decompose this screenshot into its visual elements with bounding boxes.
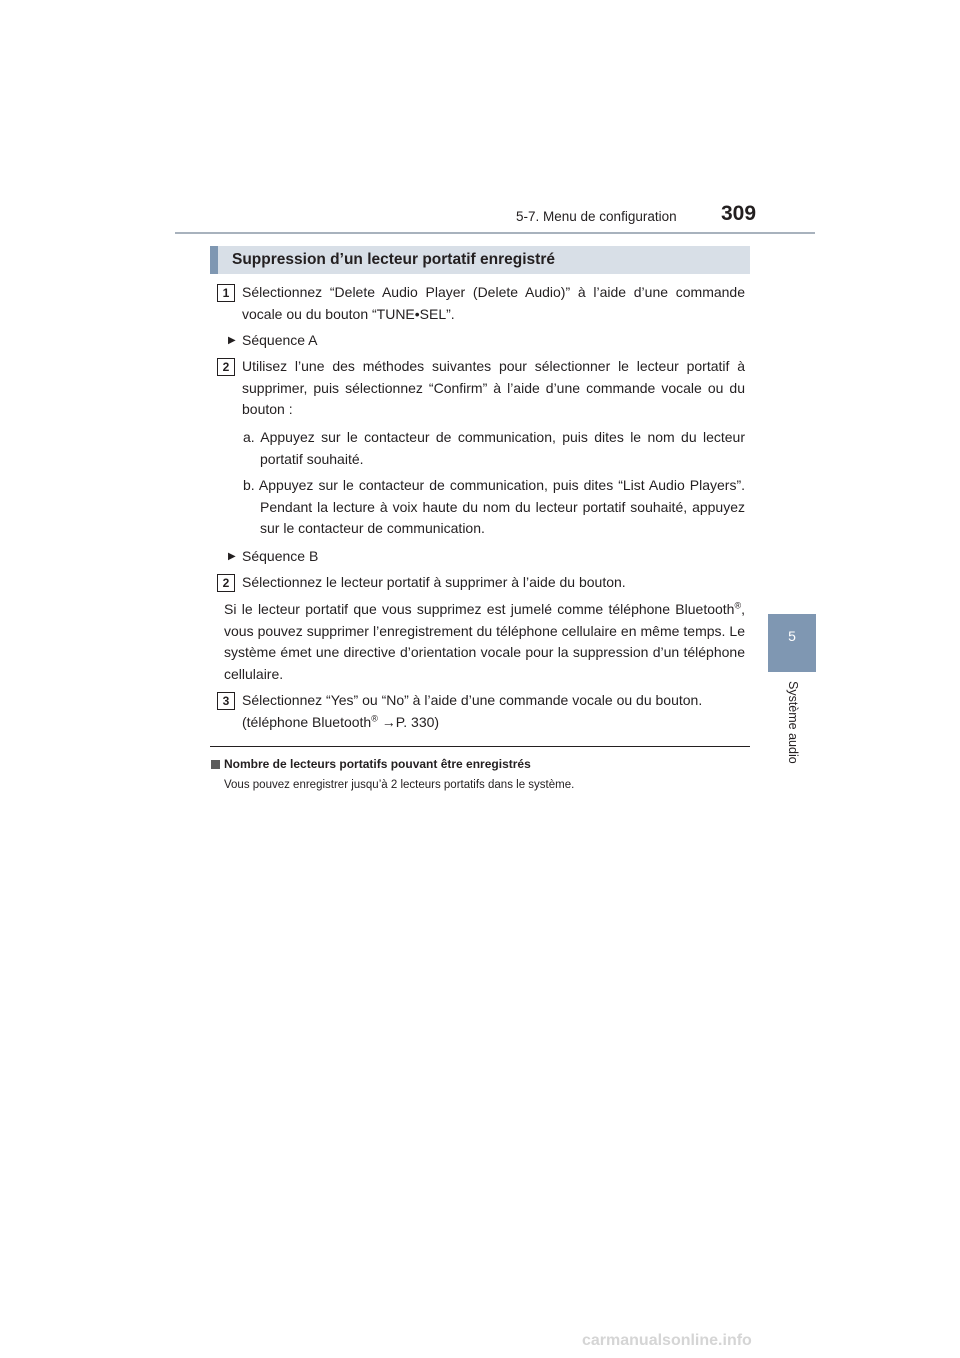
step-text: Sélectionnez “Yes” ou “No” à l’aide d’une commande vocale ou du bouton. bbox=[242, 692, 703, 708]
step-badge: 3 bbox=[217, 692, 235, 710]
chapter-number: 5 bbox=[788, 628, 796, 644]
square-bullet-icon bbox=[211, 760, 220, 769]
step-text: Utilisez l’une des méthodes suivantes pour sélectionner le lecteur portatif à supprimer, puis sélectionnez “Confirm” à l’aide d’une commande vocale ou du bouton : bbox=[242, 358, 745, 417]
watermark: carmanualsonline.info bbox=[582, 1332, 752, 1349]
arrow-right-icon: ▶ bbox=[228, 335, 236, 346]
note-rule bbox=[210, 746, 750, 747]
step-text: Sélectionnez le lecteur portatif à supprimer à l’aide du bouton. bbox=[242, 574, 626, 590]
step-badge: 2 bbox=[217, 358, 235, 376]
step-badge: 1 bbox=[217, 284, 235, 302]
step-text-cross-ref: (téléphone Bluetooth® →P. 330) bbox=[242, 713, 440, 730]
step-text: Sélectionnez “Delete Audio Player (Delete Audio)” à l’aide d’une commande vocale ou du bouton “TUNE•SEL”. bbox=[242, 284, 745, 322]
section-heading: 5-7. Menu de configuration bbox=[516, 209, 677, 224]
info-paragraph: Si le lecteur portatif que vous supprimez est jumelé comme téléphone Bluetooth®, vous pouvez supprimer l’enregistrement du téléphone cellulaire en même temps. Le système émet une directive d’orientation vocale pour la suppression d’un téléphone cellulaire. bbox=[224, 600, 745, 682]
section-title: Suppression d’un lecteur portatif enregistré bbox=[232, 251, 555, 268]
chapter-label: Système audio bbox=[786, 681, 800, 764]
note-body: Vous pouvez enregistrer jusqu’à 2 lecteurs portatifs dans le système. bbox=[224, 779, 575, 791]
section-title-bar bbox=[210, 246, 750, 274]
sub-item-a: a. Appuyez sur le contacteur de communication, puis dites le nom du lecteur portatif souhaité. bbox=[243, 429, 745, 467]
sub-item-b: b. Appuyez sur le contacteur de communication, puis dites “List Audio Players”. Pendant la lecture à voix haute du nom du lecteur portatif souhaité, appuyez sur le contacteur de communication. bbox=[243, 477, 745, 536]
page-number: 309 bbox=[721, 202, 757, 225]
sequence-label: Séquence A bbox=[242, 332, 318, 348]
header-rule bbox=[175, 232, 815, 234]
step-badge: 2 bbox=[217, 574, 235, 592]
arrow-right-icon: ▶ bbox=[228, 551, 236, 562]
note-title: Nombre de lecteurs portatifs pouvant être enregistrés bbox=[224, 757, 531, 771]
sequence-label: Séquence B bbox=[242, 548, 319, 564]
